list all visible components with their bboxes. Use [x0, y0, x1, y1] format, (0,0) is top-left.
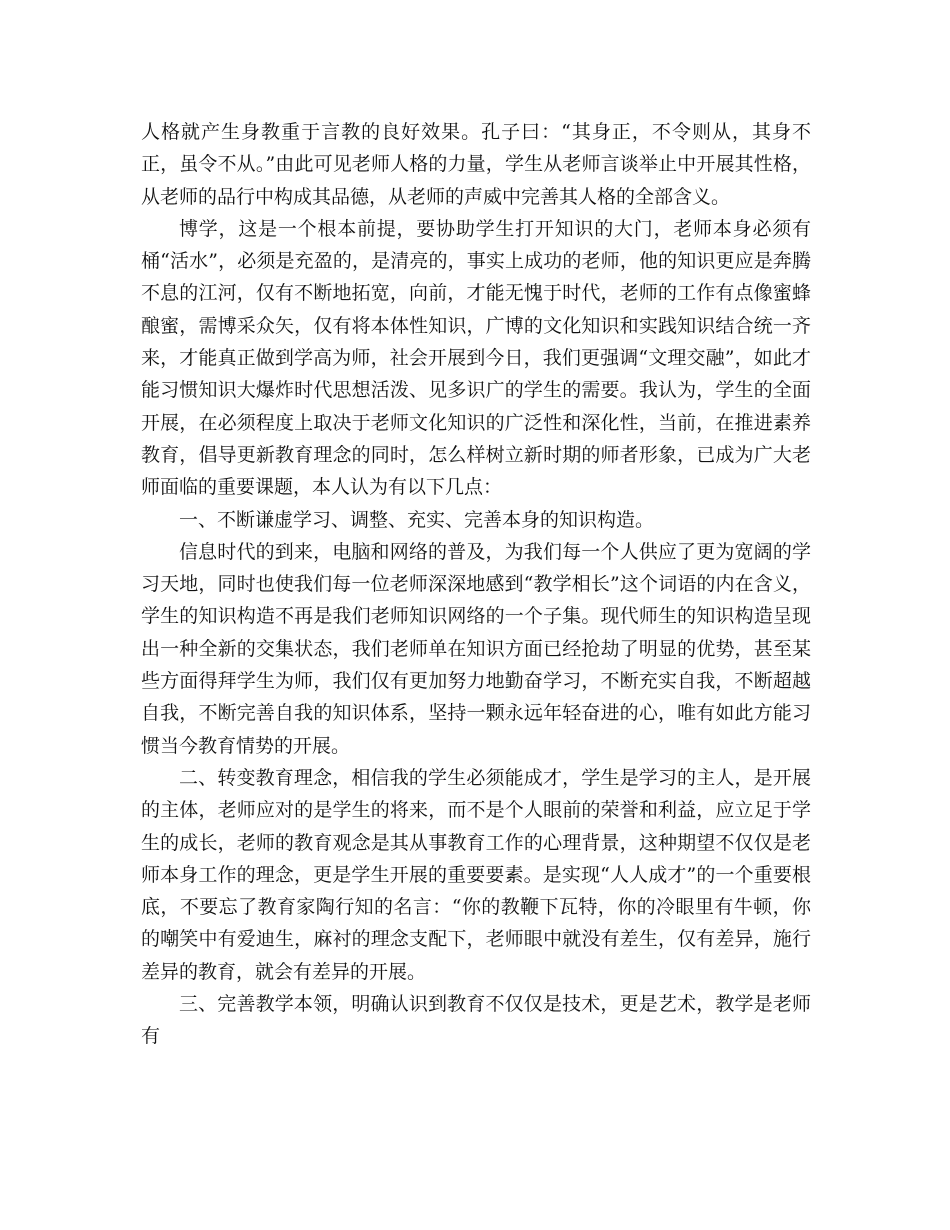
document-body: [141, 116, 811, 1053]
paragraph-continuation: 人格就产生身教重于言教的良好效果。孔子曰：“其身正，不令则从，其身不正，虽令不从。”由此可见老师人格的力量，学生从老师言谈举止中开展其性格，从老师的品行中构成其品德，从老师的声威中完善其人格的全部含义。: [141, 121, 811, 208]
paragraph-point-one-heading: 一、不断谦虚学习、调整、充实、完善本身的知识构造。: [179, 508, 655, 531]
paragraph-point-two: 二、转变教育理念，相信我的学生必须能成才，学生是学习的主人，是开展的主体，老师应对的是学生的将来，而不是个人眼前的荣誉和利益，应立足于学生的成长，老师的教育观念是其从事教育工作的心理背景，这种期望不仅仅是老师本身工作的理念，更是学生开展的重要要素。是实现“人人成才”的一个重要根底，不要忘了教育家陶行知的名言：“你的教鞭下瓦特，你的冷眼里有牛顿，你的嘲笑中有爱迪生，麻衬的理念支配下，老师眼中就没有差生，仅有差异，施行差异的教育，就会有差异的开展。: [141, 766, 811, 983]
paragraph-erudition: 博学，这是一个根本前提，要协助学生打开知识的大门，老师本身必须有桶“活水”，必须是充盈的，是清亮的，事实上成功的老师，他的知识更应是奔腾不息的江河，仅有不断地拓宽，向前，才能无愧于时代，老师的工作有点像蜜蜂酿蜜，需博采众矢，仅有将本体性知识，广博的文化知识和实践知识结合统一齐来，才能真正做到学高为师，社会开展到今日，我们更强调“文理交融”，如此才能习惯知识大爆炸时代思想活泼、见多识广的学生的需要。我认为，学生的全面开展，在必须程度上取决于老师文化知识的广泛性和深化性，当前，在推进素养教育，倡导更新教育理念的同时，怎么样树立新时期的师者形象，已成为广大老师面临的重要课题，本人认为有以下几点：: [141, 217, 811, 499]
paragraph-information-age: 信息时代的到来，电脑和网络的普及，为我们每一个人供应了更为宽阔的学习天地，同时也使我们每一位老师深深地感到“教学相长”这个词语的内在含义，学生的知识构造不再是我们老师知识网络的一个子集。现代师生的知识构造呈现出一种全新的交集状态，我们老师单在知识方面已经抢劫了明显的优势，甚至某些方面得拜学生为师，我们仅有更加努力地勤奋学习，不断充实自我，不断超越自我，不断完善自我的知识体系，坚持一颗永远年轻奋进的心，唯有如此方能习惯当今教育情势的开展。: [141, 540, 811, 757]
paragraph-point-three: 三、完善教学本领，明确认识到教育不仅仅是技术，更是艺术，教学是老师有: [141, 993, 811, 1048]
